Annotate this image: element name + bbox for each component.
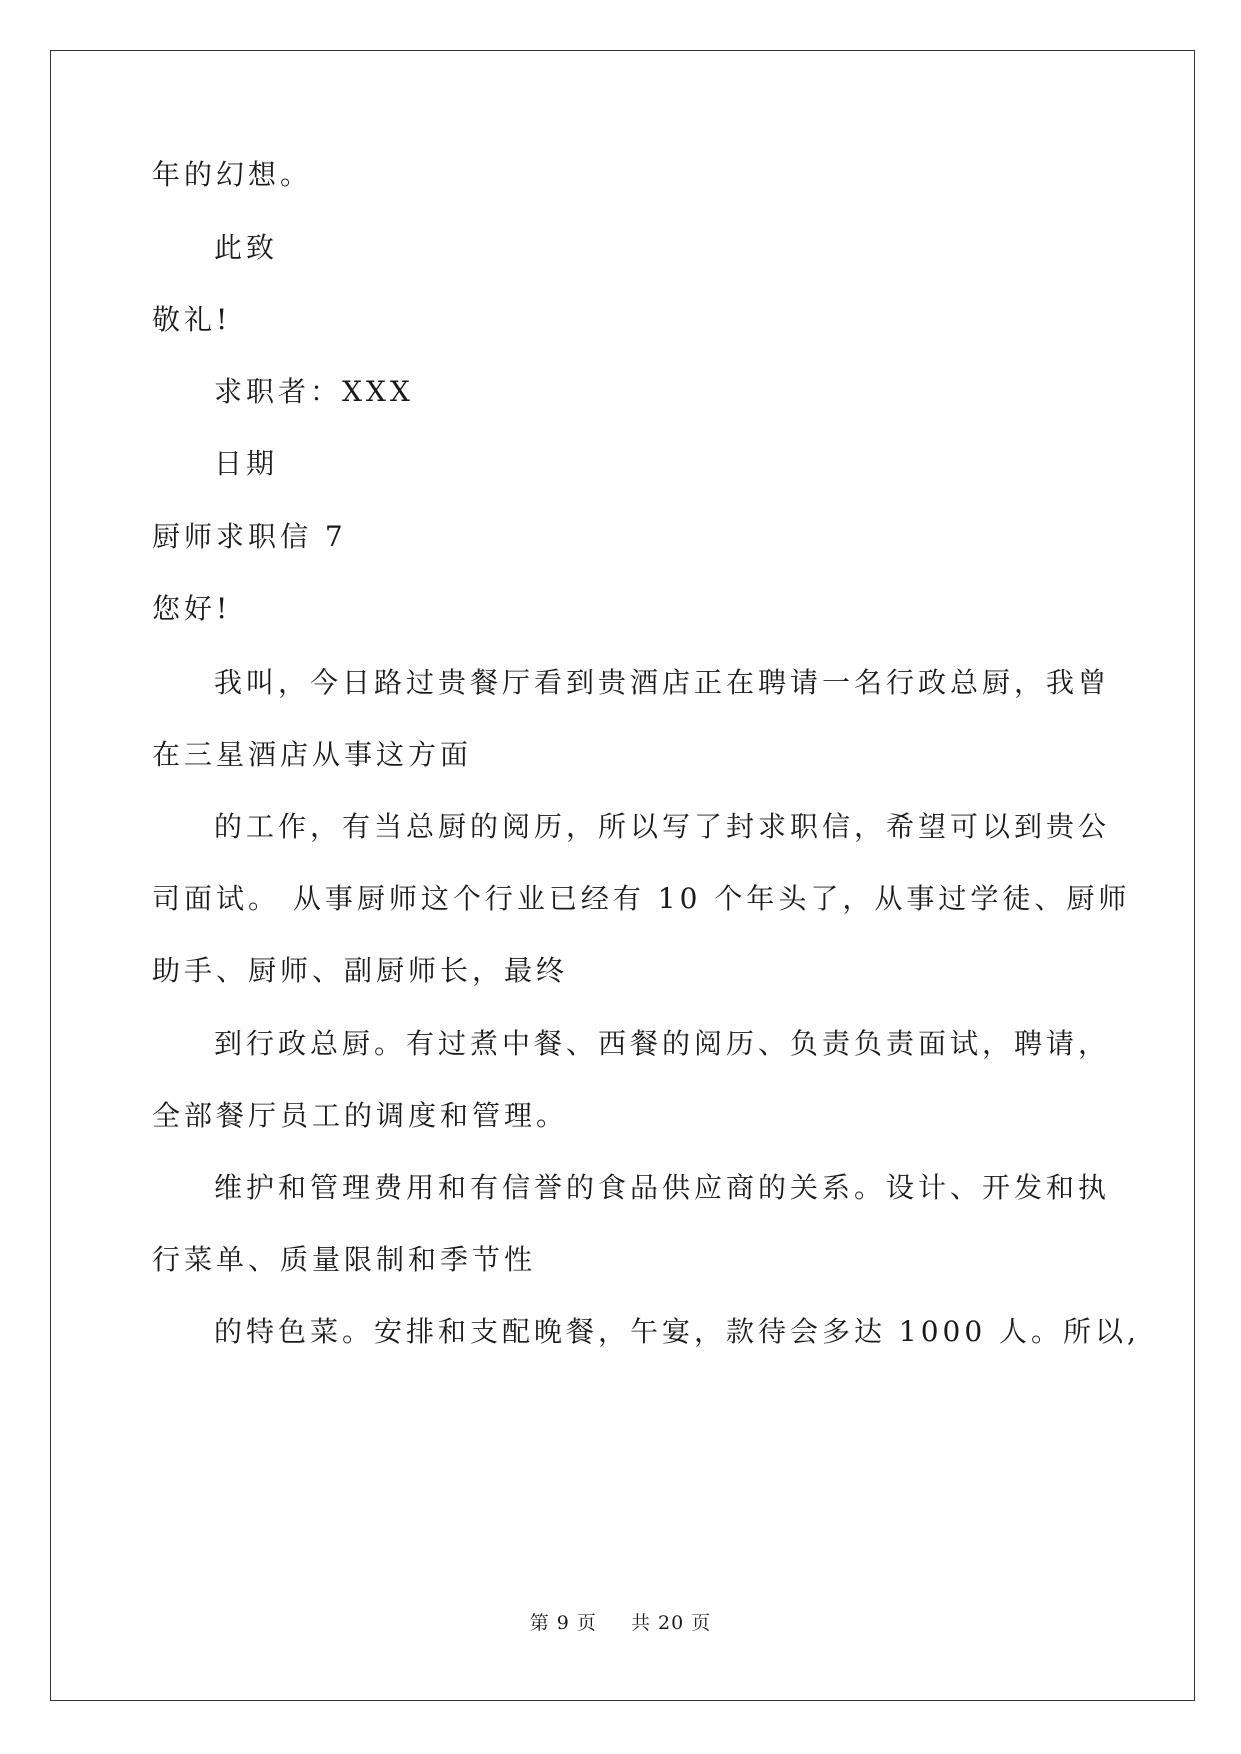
page-footer [0,1608,1241,1635]
text-line: 维护和管理费用和有信誉的食品供应商的关系。设计、开发和执 [214,1171,1111,1204]
greeting: 您好! [152,592,232,625]
text-line: 年的幻想。 [152,158,313,191]
page-number: 第 9 页 [529,1612,597,1634]
section-title: 厨师求职信 7 [152,520,347,553]
page-total: 共 20 页 [631,1612,712,1634]
text-line: 的特色菜。安排和支配晚餐，午宴，款待会多达 1000 人。所以, [214,1315,1140,1348]
text-line: 的工作，有当总厨的阅历，所以写了封求职信，希望可以到贵公 [214,810,1111,843]
date-line: 日期 [214,447,279,480]
text-line: 在三星酒店从事这方面 [152,738,473,771]
text-line: 助手、厨师、副厨师长，最终 [152,954,569,987]
text-line: 司面试。 从事厨师这个行业已经有 10 个年头了，从事过学徒、厨师 [152,882,1131,915]
closing-salutation: 此致 [214,231,279,264]
text-line: 到行政总厨。有过煮中餐、西餐的阅历、负责负责面试，聘请， [214,1027,1111,1060]
signature-line: 求职者：XXX [214,375,414,408]
closing-regards: 敬礼! [152,303,232,336]
text-line: 我叫，今日路过贵餐厅看到贵酒店正在聘请一名行政总厨，我曾 [214,666,1111,699]
text-line: 行菜单、质量限制和季节性 [152,1243,537,1276]
page-border [50,50,1195,1701]
text-line: 全部餐厅员工的调度和管理。 [152,1099,569,1132]
